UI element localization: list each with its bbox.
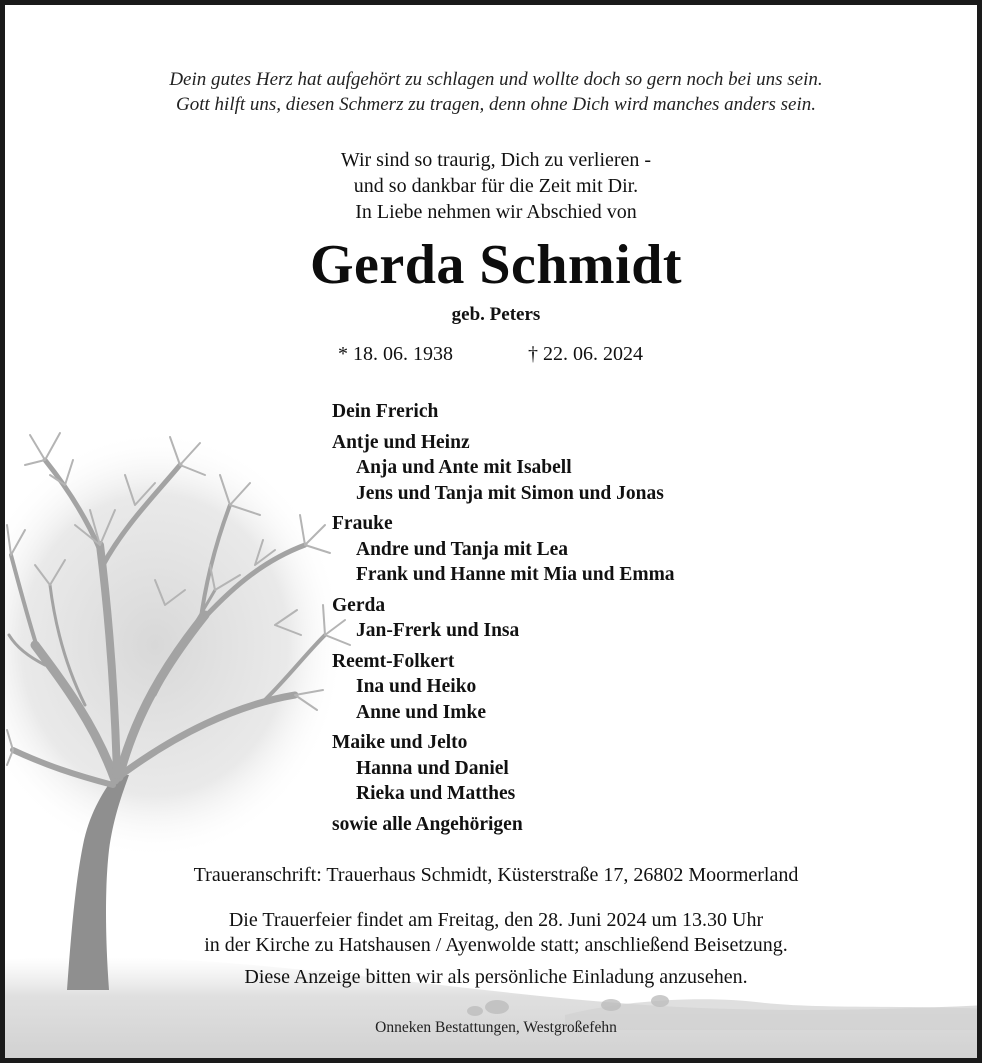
mourner-subentry: Anne und Imke [356,701,487,723]
intro-line: und so dankbar für die Zeit mit Dir. [353,175,639,197]
mourner-subentry: Andre und Tanja mit Lea [356,538,569,560]
mourners-list [332,399,675,837]
mourner-entry: Gerda [332,594,386,616]
mourner-entry: Dein Frerich [332,401,439,422]
funeral-service-info [5,908,982,958]
birth-date: * 18. 06. 1938 [338,343,453,365]
mourning-address: Traueranschrift: Trauerhaus Schmidt, Küsterstraße 17, 26802 Moormerland [193,864,799,886]
mourner-subentry: Ina und Heiko [356,676,477,697]
poem-line: Dein gutes Herz hat aufgehört zu schlagen und wollte doch so gern noch bei uns sein. [169,69,823,90]
undertaker-credit: Onneken Bestattungen, Westgroßefehn [375,1019,617,1036]
poem-line: Gott hilft uns, diesen Schmerz zu tragen, denn ohne Dich wird manches anders sein. [176,94,816,115]
mourner-subentry: Anja und Ante mit Isabell [356,457,572,478]
deceased-name: Gerda Schmidt [309,234,683,296]
intro-line: In Liebe nehmen wir Abschied von [355,201,637,223]
mourner-subentry: Hanna und Daniel [356,757,509,779]
intro-text [5,147,982,225]
mourner-subentry: Frank und Hanne mit Mia und Emma [356,564,675,585]
maiden-name: geb. Peters [451,304,541,325]
poem [5,67,982,117]
death-date: † 22. 06. 2024 [528,343,643,365]
mourner-entry: sowie alle Angehörigen [332,813,523,835]
service-line: in der Kirche zu Hatshausen / Ayenwolde statt; anschließend Beisetzung. [204,934,788,956]
intro-line: Wir sind so traurig, Dich zu verlieren - [340,149,652,171]
mourner-entry: Reemt-Folkert [332,650,455,672]
mourner-entry: Frauke [332,513,393,534]
mourner-subentry: Jan-Frerk und Insa [356,620,520,641]
life-dates [5,341,982,367]
service-line: Die Trauerfeier findet am Freitag, den 28. Juni 2024 um 13.30 Uhr [228,909,764,931]
mourner-subentry: Rieka und Matthes [356,783,516,804]
mourner-entry: Maike und Jelto [332,732,468,753]
mourner-subentry: Jens und Tanja mit Simon und Jonas [356,482,664,504]
invitation-note: Diese Anzeige bitten wir als persönliche Einladung anzusehen. [244,966,748,988]
mourner-entry: Antje und Heinz [332,431,470,453]
